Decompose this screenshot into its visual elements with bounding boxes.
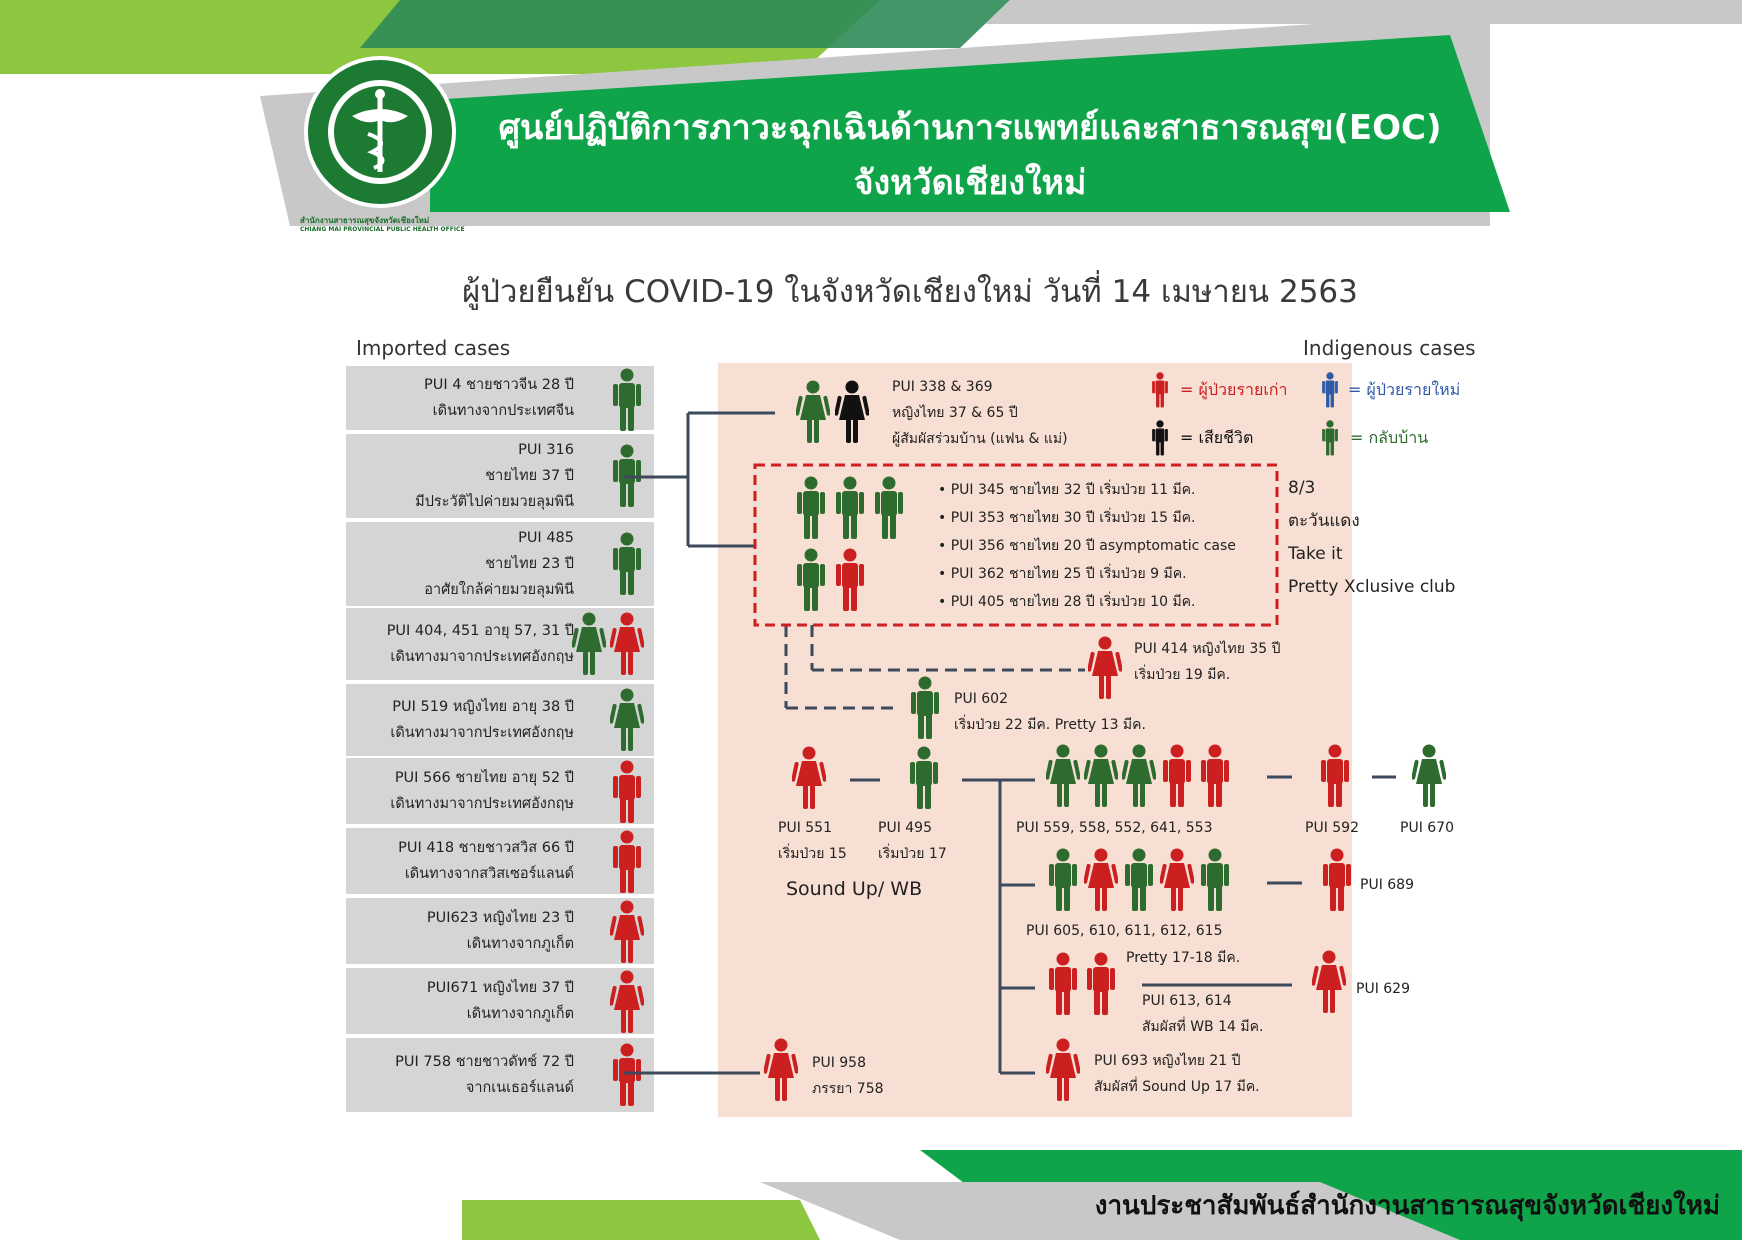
household-line-2: หญิงไทย 37 & 65 ปี — [892, 405, 1018, 421]
pui602-line-1: PUI 602 — [954, 691, 1008, 707]
legend-old-case-icon — [1150, 372, 1170, 412]
pui602-icon — [908, 676, 942, 744]
pui602-line-2: เริ่มป่วย 22 มีค. Pretty 13 มีค. — [954, 717, 1146, 733]
pui495-text — [878, 815, 947, 867]
imported-case-line: เดินทางมาจากประเทศอังกฤษ — [390, 649, 574, 665]
red-male-icon — [1084, 952, 1118, 1020]
row3-icons — [1046, 952, 1118, 1020]
green-male-icon — [1046, 848, 1080, 916]
venue: Take it — [1288, 544, 1343, 564]
row3-line-1: PUI 613, 614 — [1142, 993, 1232, 1009]
red-male-icon — [1160, 744, 1194, 812]
cluster-case: • PUI 353 ชายไทย 30 ปี เริ่มป่วย 15 มีค. — [938, 504, 1236, 532]
black-female-icon — [835, 380, 869, 448]
green-male-icon — [908, 676, 942, 744]
pui958-text — [812, 1050, 884, 1102]
row2-label: PUI 605, 610, 611, 612, 615 — [1026, 923, 1223, 939]
pui958-line-1: PUI 958 — [812, 1055, 866, 1071]
red-female-icon — [1160, 848, 1194, 916]
imported-case-line: PUI 418 ชายชาวสวิส 66 ปี — [398, 840, 574, 856]
row3-text — [1142, 988, 1263, 1040]
venue: 8/3 — [1288, 478, 1316, 498]
imported-case-line: PUI671 หญิงไทย 37 ปี — [426, 980, 574, 996]
header-line-2: จังหวัดเชียงใหม่ — [853, 163, 1087, 203]
header-line-1: ศูนย์ปฏิบัติการภาวะฉุกเฉินด้านการแพทย์และสาธารณสุข(EOC) — [498, 108, 1442, 148]
cluster-case: • PUI 405 ชายไทย 28 ปี เริ่มป่วย 10 มีค. — [938, 588, 1236, 616]
green-female-icon — [1412, 744, 1446, 812]
pui414-line-2: เริ่มป่วย 19 มีค. — [1134, 667, 1231, 683]
logo-caption-en: CHIANG MAI PROVINCIAL PUBLIC HEALTH OFFICE — [300, 226, 465, 233]
imported-case-line: เดินทางมาจากประเทศอังกฤษ — [390, 725, 574, 741]
pui495-line-1: PUI 495 — [878, 820, 932, 836]
imported-case-line: เดินทางจากสวิสเซอร์แลนด์ — [404, 866, 574, 882]
legend-deceased-icon — [1150, 420, 1170, 460]
logo-caption-th: สำนักงานสาธารณสุขจังหวัดเชียงใหม่ — [300, 216, 430, 225]
imported-case-line: PUI 758 ชายชาวดัทช์ 72 ปี — [395, 1054, 574, 1070]
row2-icons — [1046, 848, 1232, 916]
cluster-case: • PUI 362 ชายไทย 25 ปี เริ่มป่วย 9 มีค. — [938, 560, 1236, 588]
pui629-icon — [1312, 950, 1346, 1018]
red-male-icon — [833, 548, 867, 616]
pui414-line-1: PUI 414 หญิงไทย 35 ปี — [1134, 641, 1281, 657]
imported-case-line: ชายไทย 37 ปี — [485, 468, 574, 484]
green-male-icon — [907, 746, 941, 814]
pui551-line-2: เริ่มป่วย 15 — [778, 846, 847, 862]
imported-case-line: PUI 4 ชายชาวจีน 28 ปี — [424, 377, 574, 393]
imported-case-line: PUI 485 — [518, 530, 574, 546]
imported-case-line: เดินทางจากภูเก็ต — [466, 1006, 574, 1022]
venue: ตะวันแดง — [1288, 511, 1360, 531]
cluster-case: • PUI 356 ชายไทย 20 ปี asymptomatic case — [938, 532, 1236, 560]
pui551-text — [778, 815, 847, 867]
red-female-icon — [1046, 1038, 1080, 1106]
green-male-icon — [1198, 848, 1232, 916]
green-female-icon — [796, 380, 830, 448]
household-text — [892, 374, 1068, 452]
indigenous-heading: Indigenous cases — [1303, 336, 1476, 360]
imported-case-line: PUI 566 ชายไทย อายุ 52 ปี — [394, 770, 574, 786]
row1-icons — [1046, 744, 1232, 812]
row1-label: PUI 559, 558, 552, 641, 553 — [1016, 820, 1213, 836]
imported-case-line: อาศัยใกล้ค่ายมวยลุมพินี — [424, 582, 574, 598]
pui629-label: PUI 629 — [1356, 981, 1410, 997]
green-male-icon — [1122, 848, 1156, 916]
venue-sound-up: Sound Up/ WB — [786, 878, 923, 900]
pui592-icon — [1318, 744, 1352, 812]
green-female-icon — [1122, 744, 1156, 812]
pui958-line-2: ภรรยา 758 — [812, 1081, 884, 1097]
imported-case-line: เดินทางมาจากประเทศอังกฤษ — [390, 796, 574, 812]
imported-heading: Imported cases — [356, 336, 511, 360]
row3-line-2: สัมผัสที่ WB 14 มีค. — [1142, 1019, 1264, 1035]
red-male-icon — [1320, 848, 1354, 916]
household-icons — [796, 380, 869, 448]
imported-case-line: PUI 519 หญิงไทย อายุ 38 ปี — [392, 699, 574, 715]
imported-case-line: PUI 404, 451 อายุ 57, 31 ปี — [386, 623, 574, 639]
imported-case-line: จากเนเธอร์แลนด์ — [465, 1080, 574, 1096]
pui414-text — [1134, 636, 1281, 688]
pui693-line-2: สัมผัสที่ Sound Up 17 มีค. — [1094, 1079, 1260, 1095]
green-female-icon — [1084, 744, 1118, 812]
cluster-icons-row1 — [794, 476, 906, 544]
green-male-icon — [794, 548, 828, 616]
household-line-1: PUI 338 & 369 — [892, 379, 993, 395]
household-line-3: ผู้สัมผัสร่วมบ้าน (แฟน & แม่) — [892, 431, 1068, 447]
cluster-case: • PUI 345 ชายไทย 32 ปี เริ่มป่วย 11 มีค. — [938, 476, 1236, 504]
pui551-icon — [792, 746, 826, 814]
cluster-venues — [1288, 472, 1455, 604]
row3-top-label: Pretty 17-18 มีค. — [1126, 950, 1241, 966]
venue: Pretty Xclusive club — [1288, 577, 1456, 597]
pui693-line-1: PUI 693 หญิงไทย 21 ปี — [1094, 1053, 1241, 1069]
pui689-label: PUI 689 — [1360, 877, 1414, 893]
green-male-icon — [833, 476, 867, 544]
red-male-icon — [1198, 744, 1232, 812]
green-female-icon — [1046, 744, 1080, 812]
imported-case-line: ชายไทย 23 ปี — [485, 556, 574, 572]
imported-case-line: เดินทางจากประเทศจีน — [432, 403, 574, 419]
green-male-icon — [794, 476, 828, 544]
imported-case-line: PUI623 หญิงไทย 23 ปี — [426, 910, 574, 926]
imported-case-line: PUI 316 — [518, 442, 574, 458]
imported-case-line: มีประวัติไปค่ายมวยลุมพินี — [415, 494, 574, 510]
pui592-label: PUI 592 — [1305, 820, 1359, 836]
red-female-icon — [792, 746, 826, 814]
pui670-label: PUI 670 — [1400, 820, 1454, 836]
red-female-icon — [1312, 950, 1346, 1018]
cluster-icons-row2 — [794, 548, 867, 616]
pui602-text — [954, 686, 1146, 738]
page-title: ผู้ป่วยยืนยัน COVID-19 ในจังหวัดเชียงใหม่ วันที่ 14 เมษายน 2563 — [462, 274, 1358, 310]
legend-new-case: = ผู้ป่วยรายใหม่ — [1348, 380, 1461, 399]
pui495-line-2: เริ่มป่วย 17 — [878, 846, 947, 862]
pui958-icon — [764, 1038, 798, 1106]
legend-recovered: = กลับบ้าน — [1350, 428, 1429, 447]
red-male-icon — [1046, 952, 1080, 1020]
red-female-icon — [764, 1038, 798, 1106]
pui551-line-1: PUI 551 — [778, 820, 832, 836]
green-male-icon — [872, 476, 906, 544]
pui693-text — [1094, 1048, 1260, 1100]
pui495-icon — [907, 746, 941, 814]
pui670-icon — [1412, 744, 1446, 812]
cluster-case-list — [938, 476, 1236, 616]
imported-case-line: เดินทางจากภูเก็ต — [466, 936, 574, 952]
pui689-icon — [1320, 848, 1354, 916]
pui693-icon — [1046, 1038, 1080, 1106]
legend-recovered-icon — [1320, 420, 1340, 460]
legend-new-case-icon — [1320, 372, 1340, 412]
red-male-icon — [1318, 744, 1352, 812]
footer-text: งานประชาสัมพันธ์สำนักงานสาธารณสุขจังหวัดเชียงใหม่ — [1094, 1191, 1720, 1221]
legend-deceased: = เสียชีวิต — [1180, 428, 1254, 447]
red-female-icon — [1084, 848, 1118, 916]
legend-old-case: = ผู้ป่วยรายเก่า — [1180, 380, 1288, 399]
